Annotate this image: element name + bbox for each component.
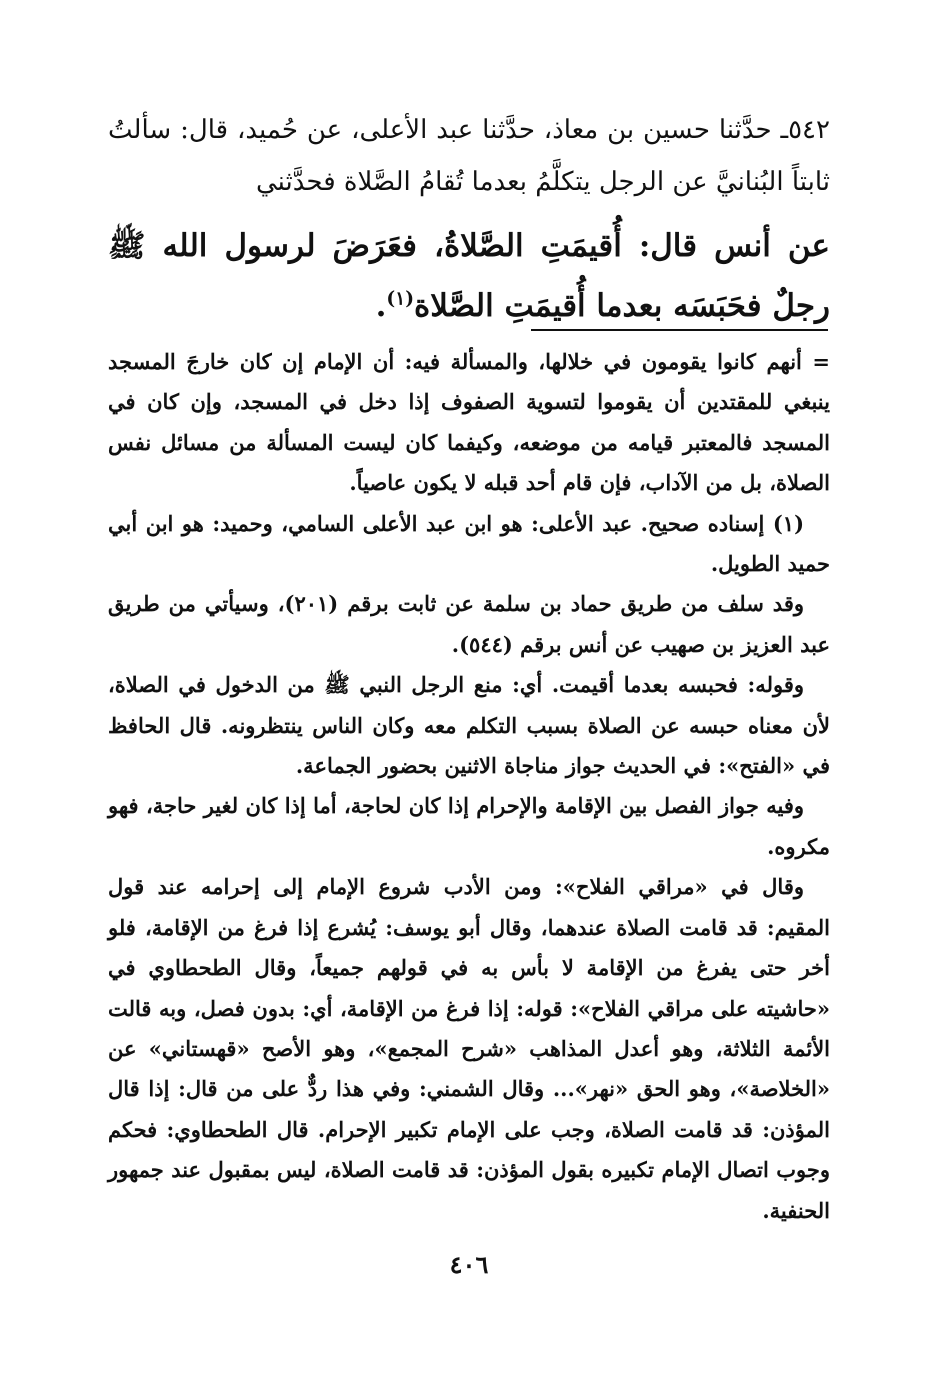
- footnote-1-takhrij: وقد سلف من طريق حماد بن سلمة عن ثابت برقم (٢٠١)، وسيأتي من طريق عبد العزيز بن صهيب عن أنس برقم (٥٤٤).: [108, 591, 830, 657]
- footnote-continuation: = أنهم كانوا يقومون في خلالها، والمسألة فيه: أن الإمام إن كان خارجَ المسجد ينبغي للمقتدين أن يقوموا لتسوية الصفوف إذا دخل في المسجد، وإن كان في المسجد فالمعتبر قيامه من موضعه، وكيفما كان ليست المسألة من مسائل نفس الصلاة، بل من الآداب، فإن قام أحد قبله لا يكون عاصياً.: [108, 349, 830, 496]
- footnote-1-grading: (١) إسناده صحيح. عبد الأعلى: هو ابن عبد الأعلى السامي، وحميد: هو ابن أبي حميد الطويل.: [108, 510, 830, 577]
- hadith-matn: [108, 216, 830, 336]
- footnote-1-explanation: وقوله: فحبسه بعدما أقيمت. أي: منع الرجل النبي ﷺ من الدخول في الصلاة، لأن معناه حبسه عن الصلاة بسبب التكلم معه وكان الناس ينتظرونه. قال الحافظ في «الفتح»: في الحديث جواز مناجاة الاثنين بحضور الجماعة.: [108, 672, 830, 779]
- hadith-isnad: ٥٤٢ـ حدَّثنا حسين بن معاذ، حدَّثنا عبد الأعلى، عن حُميد، قال: سألتُ ثابتاً البُنانيَّ عن الرجل يتكلَّمُ بعدما تُقامُ الصَّلاة فحدَّثني: [108, 115, 830, 197]
- footnote-separator: [531, 329, 828, 331]
- page-number: ٤٠٦: [449, 1250, 489, 1279]
- hadith-matn-end: .: [375, 288, 387, 324]
- hadith-text: [108, 104, 830, 336]
- footnote-1-fiqh: وقال في «مراقي الفلاح»: ومن الأدب شروع الإمام إلى إحرامه عند قول المقيم: قد قامت الصلاة عندهما، وقال أبو يوسف: يُشرع إذا فرغ من الإقامة، فلو أخر حتى يفرغ من الإقامة لا بأس به في قولهم جميعاً، وقال الطحطاوي في «حاشيته على مراقي الفلاح»: قوله: إذا فرغ من الإقامة، أي: بدون فصل، وبه قالت الأئمة الثلاثة، وهو أعدل المذاهب «شرح المجمع»، وهو الأصح «قهستاني» عن «الخلاصة»، وهو الحق «نهر»... وقال الشمني: وفي هذا ردٌّ على من قال: إذا قال المؤذن: قد قامت الصلاة، وجب على الإمام تكبير الإحرام. قال الطحطاوي: فحكم وجوب اتصال الإمام تكبيره بقول المؤذن: قد قامت الصلاة، ليس بمقبول عند جمهور الحنفية.: [108, 874, 830, 1223]
- hadith-matn-text: عن أنس قال: أُقيمَتِ الصَّلاةُ، فعَرَضَ لرسول الله ﷺ رجلٌ فحَبَسَه بعدما أُقيمَتِ الصَّلاة: [108, 228, 830, 324]
- footnote-marker[interactable]: (١): [386, 288, 415, 310]
- footnotes-section: [108, 342, 830, 1231]
- footnote-1-ruling: وفيه جواز الفصل بين الإقامة والإحرام إذا كان لحاجة، أما إذا كان لغير حاجة، فهو مكروه.: [108, 793, 830, 859]
